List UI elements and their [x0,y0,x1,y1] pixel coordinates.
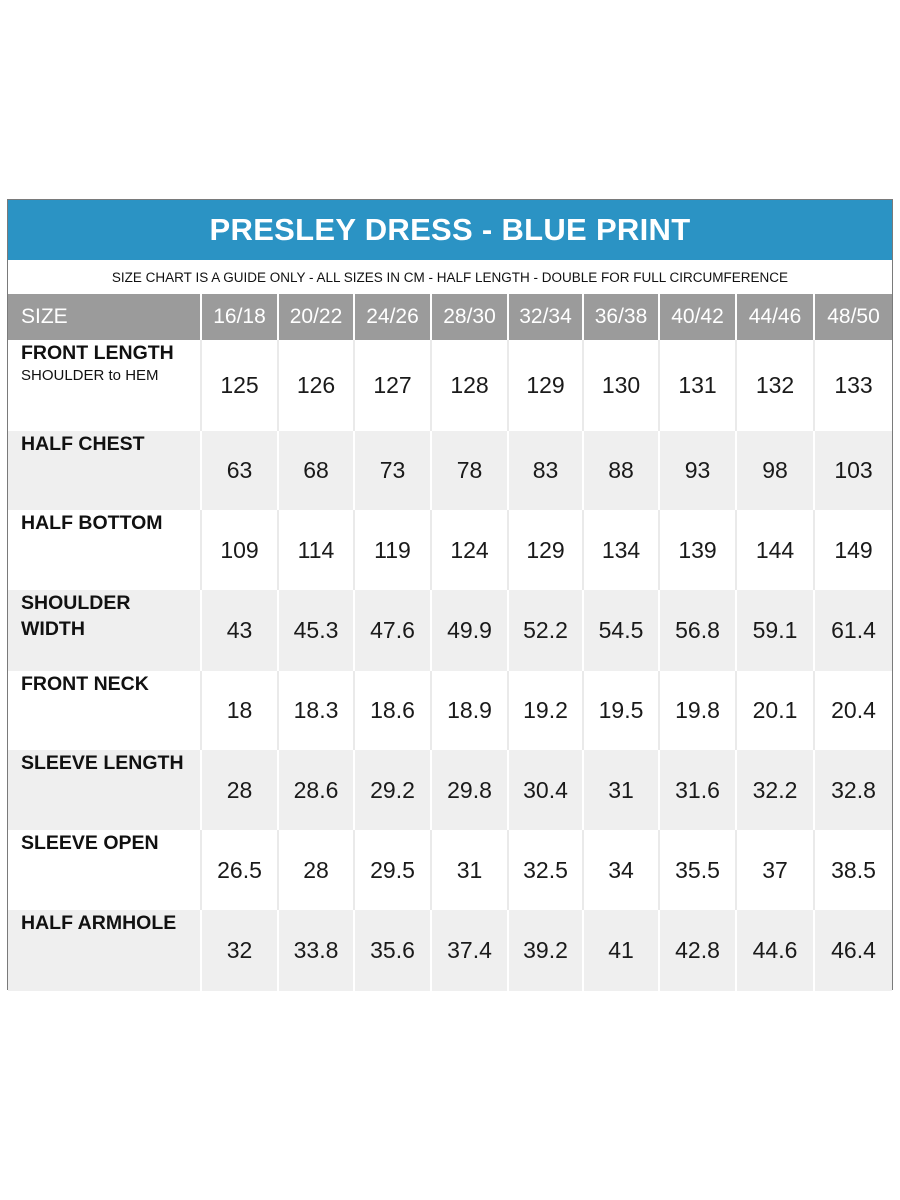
measurement-row [8,830,892,910]
measurement-value: 83 [507,431,582,510]
measurement-value: 114 [277,510,353,590]
measurement-value: 31 [430,830,507,910]
measurement-value: 30.4 [507,750,582,830]
measurement-value: 49.9 [430,590,507,671]
size-header-cell: 20/22 [277,294,353,340]
measurement-value: 19.2 [507,671,582,750]
measurement-value: 133 [813,340,892,431]
measurement-value: 18.3 [277,671,353,750]
chart-subtitle: SIZE CHART IS A GUIDE ONLY - ALL SIZES IN CM - HALF LENGTH - DOUBLE FOR FULL CIRCUMFERENCE [111,269,789,285]
size-header-cell: 32/34 [507,294,582,340]
measurement-value: 28.6 [277,750,353,830]
measurement-value: 34 [582,830,658,910]
measurement-value: 130 [582,340,658,431]
measurement-value: 19.5 [582,671,658,750]
measurement-row [8,750,892,830]
measurement-row [8,910,892,991]
measurement-value: 149 [813,510,892,590]
measurement-value: 18.6 [353,671,430,750]
measurement-value: 37 [735,830,813,910]
measurement-value: 32.8 [813,750,892,830]
measurement-value: 129 [507,340,582,431]
measurement-value: 31.6 [658,750,735,830]
measurement-value: 46.4 [813,910,892,991]
measurement-value: 28 [277,830,353,910]
size-chart [7,199,893,990]
measurement-value: 73 [353,431,430,510]
measurement-label-cell [8,671,200,750]
measurement-label-cell [8,830,200,910]
measurement-value: 37.4 [430,910,507,991]
measurement-label-cell [8,431,200,510]
measurement-value: 132 [735,340,813,431]
measurement-value: 59.1 [735,590,813,671]
measurement-value: 44.6 [735,910,813,991]
measurement-value: 128 [430,340,507,431]
measurement-value: 33.8 [277,910,353,991]
measurement-value: 56.8 [658,590,735,671]
measurement-value: 29.5 [353,830,430,910]
measurement-value: 20.4 [813,671,892,750]
measurement-row [8,590,892,671]
measurement-value: 32 [200,910,277,991]
measurement-label: FRONT NECK [21,673,149,695]
measurement-value: 127 [353,340,430,431]
size-header-cell: 24/26 [353,294,430,340]
measurement-value: 32.5 [507,830,582,910]
measurement-value: 109 [200,510,277,590]
measurement-value: 18 [200,671,277,750]
measurement-label: HALF CHEST [21,433,145,455]
size-header-cell: 40/42 [658,294,735,340]
measurement-value: 78 [430,431,507,510]
measurement-value: 54.5 [582,590,658,671]
measurement-label: SLEEVE OPEN [21,832,159,854]
measurement-value: 35.5 [658,830,735,910]
measurement-value: 126 [277,340,353,431]
measurement-row [8,510,892,590]
measurement-value: 98 [735,431,813,510]
measurement-value: 88 [582,431,658,510]
measurement-value: 63 [200,431,277,510]
measurement-value: 125 [200,340,277,431]
measurement-value: 28 [200,750,277,830]
measurement-value: 52.2 [507,590,582,671]
measurement-value: 131 [658,340,735,431]
size-header-cell: 28/30 [430,294,507,340]
measurement-value: 144 [735,510,813,590]
measurement-label: FRONT LENGTH [21,342,174,364]
measurement-value: 61.4 [813,590,892,671]
measurement-label: HALF ARMHOLE [21,912,177,934]
chart-title: PRESLEY DRESS - BLUE PRINT [8,200,892,260]
measurement-label-cell [8,750,200,830]
size-header-cell: 44/46 [735,294,813,340]
measurement-label: HALF BOTTOM [21,512,163,534]
measurement-value: 119 [353,510,430,590]
measurement-value: 35.6 [353,910,430,991]
size-header-cell: 36/38 [582,294,658,340]
measurement-value: 20.1 [735,671,813,750]
measurement-value: 38.5 [813,830,892,910]
measurement-value: 129 [507,510,582,590]
measurement-value: 19.8 [658,671,735,750]
measurement-value: 139 [658,510,735,590]
measurement-value: 29.2 [353,750,430,830]
size-column-header: SIZE [8,294,200,340]
measurement-row [8,340,892,431]
measurement-value: 43 [200,590,277,671]
measurement-value: 26.5 [200,830,277,910]
measurement-value: 42.8 [658,910,735,991]
measurement-label-cell [8,590,200,671]
size-header-row [8,294,892,340]
measurement-value: 93 [658,431,735,510]
measurement-row [8,671,892,750]
measurement-value: 18.9 [430,671,507,750]
measurement-value: 39.2 [507,910,582,991]
measurement-value: 31 [582,750,658,830]
size-header-cell: 16/18 [200,294,277,340]
measurement-value: 68 [277,431,353,510]
measurement-value: 41 [582,910,658,991]
size-header-cell: 48/50 [813,294,892,340]
measurement-value: 29.8 [430,750,507,830]
measurement-value: 134 [582,510,658,590]
measurement-value: 45.3 [277,590,353,671]
measurement-label-cell [8,910,200,991]
measurement-label-cell [8,510,200,590]
measurement-label-cell [8,340,200,431]
measurement-value: 124 [430,510,507,590]
measurement-sublabel: SHOULDER to HEM [21,367,159,384]
measurement-label: SLEEVE LENGTH [21,752,184,774]
measurement-label: SHOULDER WIDTH [21,592,131,640]
measurement-value: 47.6 [353,590,430,671]
measurement-row [8,431,892,510]
measurement-value: 32.2 [735,750,813,830]
measurement-value: 103 [813,431,892,510]
